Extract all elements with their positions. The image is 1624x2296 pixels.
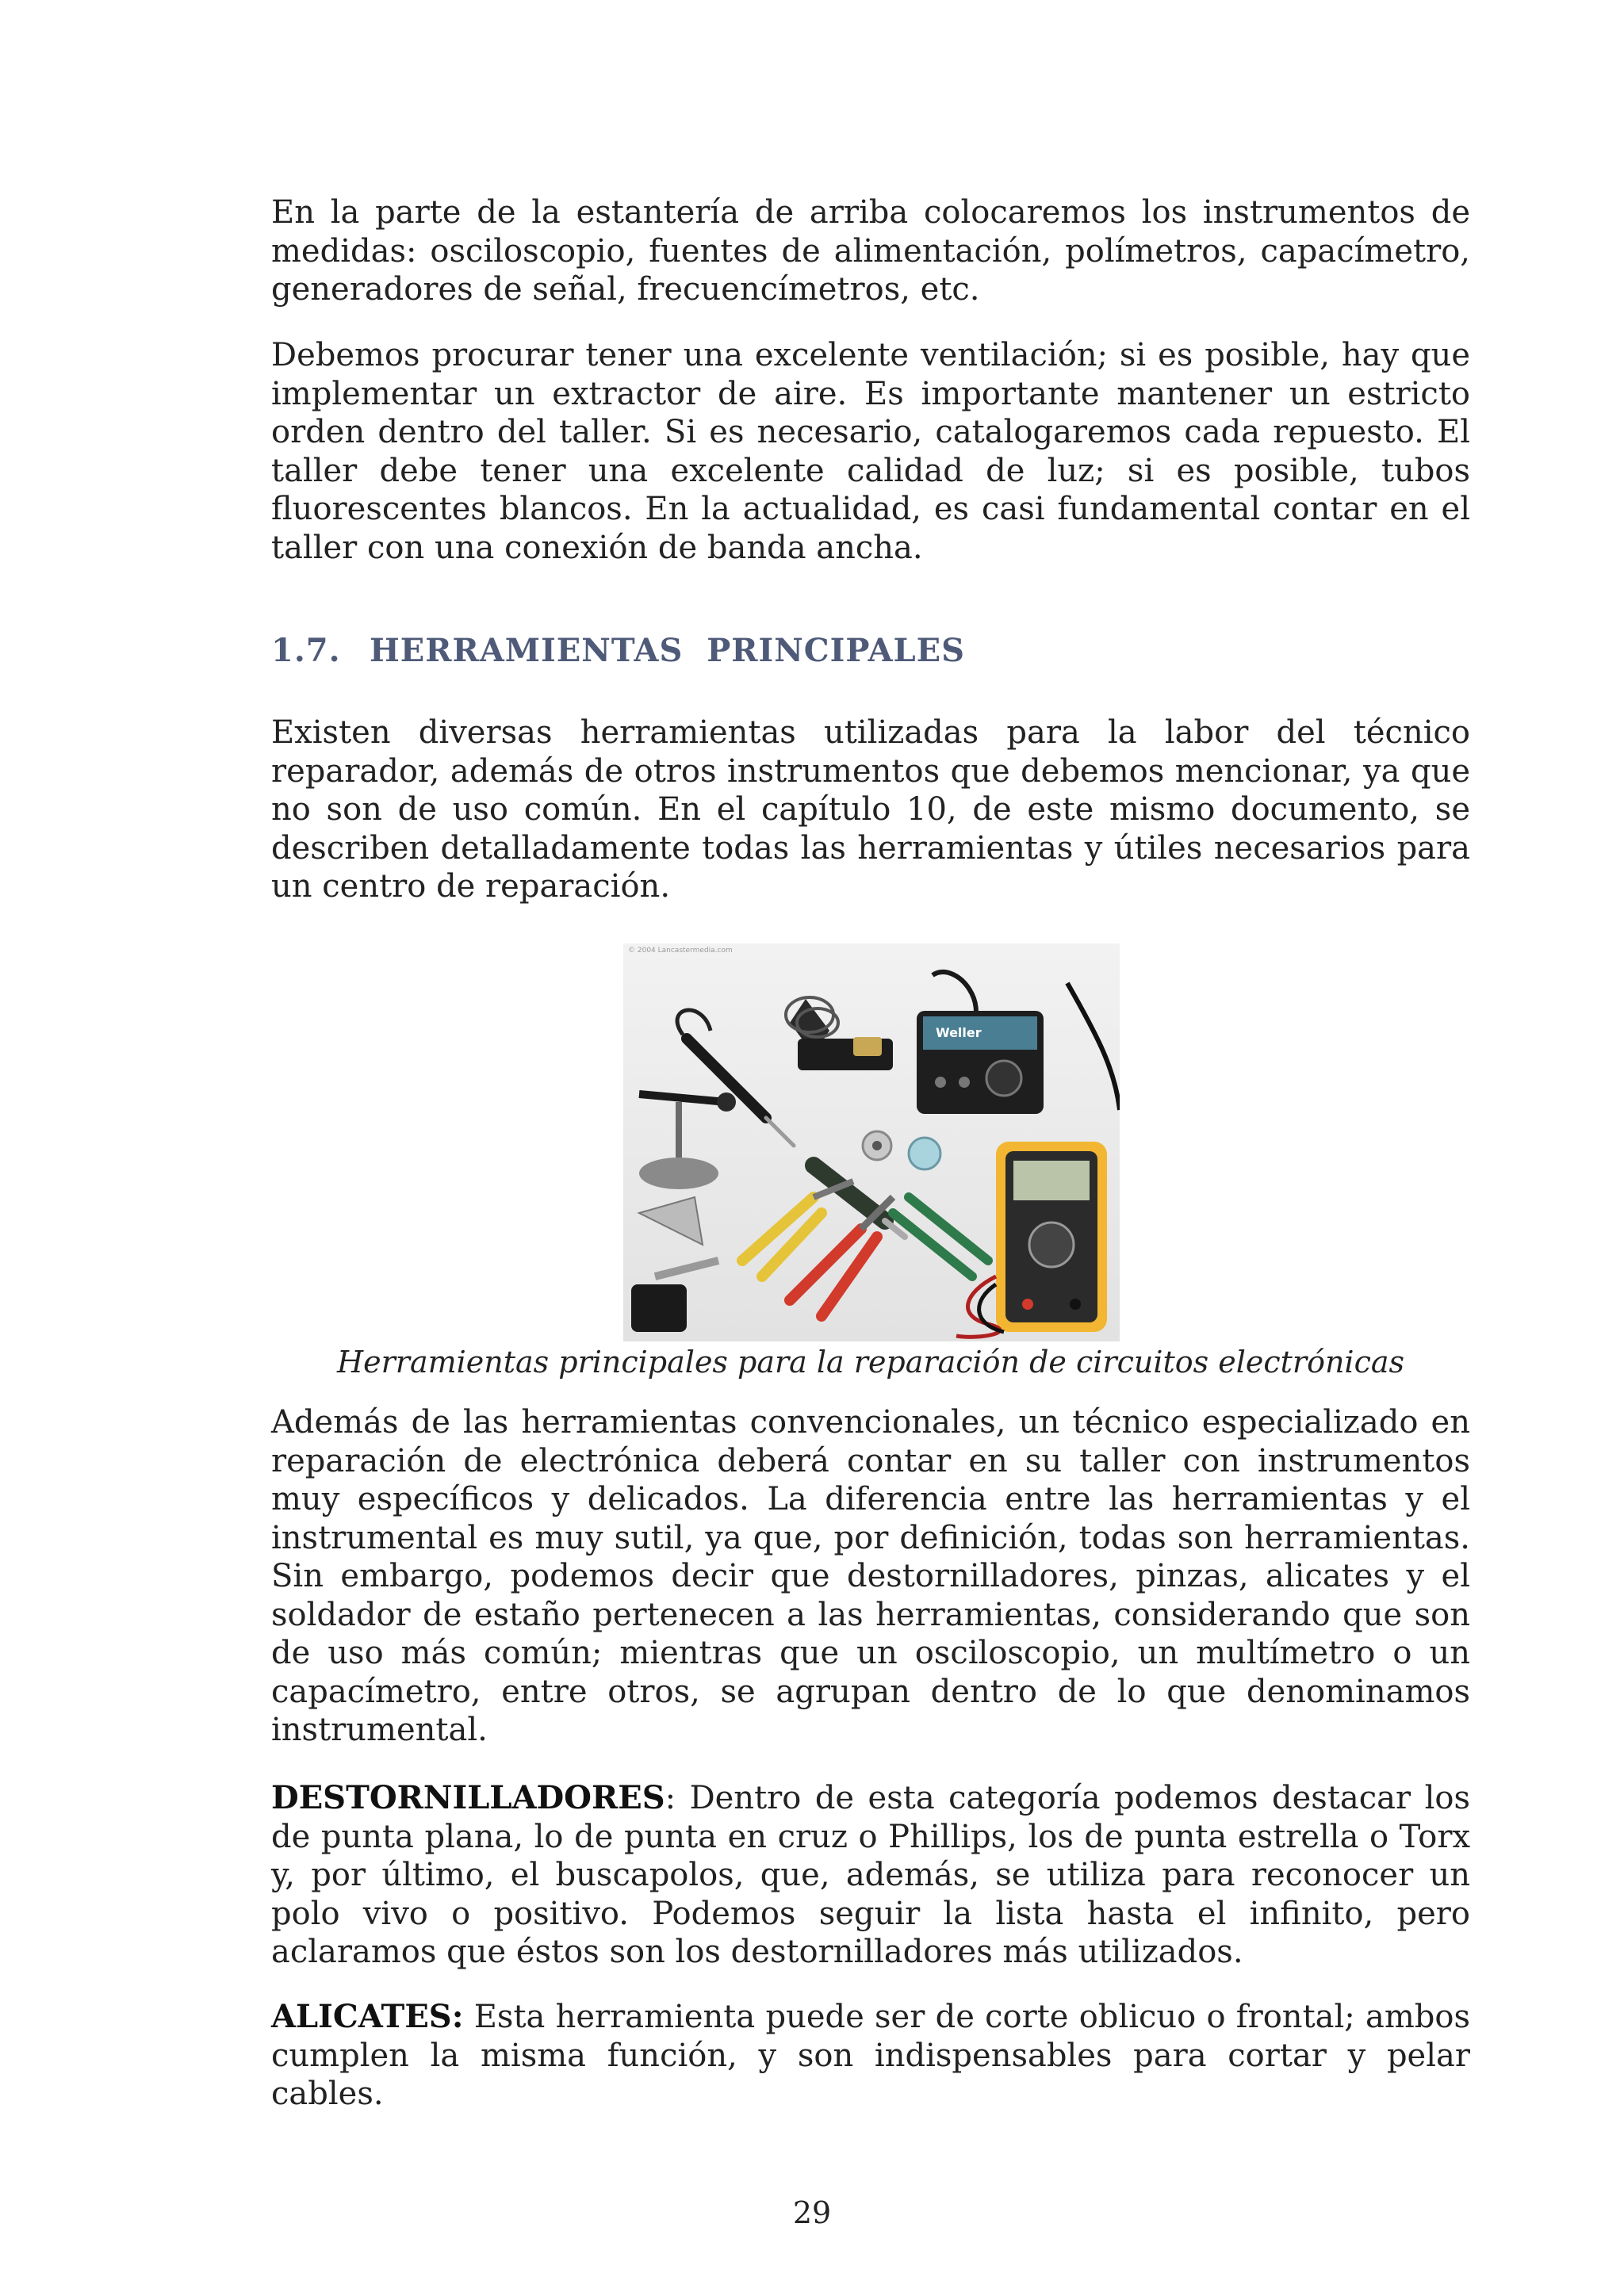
paragraph-instrumental: Además de las herramientas convencionales, un técnico especializado en reparación de electrónica deberá contar en su taller con instrumentos muy específicos y delicados. La diferencia entre las herramientas y el instrumental es muy sutil, ya que, por definición, todas son herramientas. Sin embargo, podemos decir que destornilladores, pinzas, alicates y el soldador de estaño pertenecen a las herramientas, considerando que son de uso más común; mientras que un osciloscopio, un multímetro o un capacímetro, entre otros, se agrupan dentro de lo que denominamos instrumental. <box>271 1404 1470 1748</box>
term-screwdrivers: DESTORNILLADORES <box>271 1779 665 1816</box>
figure-caption: Herramientas principales para la reparación de circuitos electrónicas <box>336 1345 1405 1380</box>
tools-illustration <box>623 943 1120 1341</box>
text-column <box>271 1403 1470 1750</box>
text-column <box>271 714 1470 906</box>
brand-label: Weller <box>936 1025 982 1040</box>
text-column <box>271 336 1470 567</box>
paragraph-workshop-conditions: Debemos procurar tener una excelente ventilación; si es posible, hay que implementar un extractor de aire. Es importante mantener un estricto orden dentro del taller. Si es necesario, catalogaremos cada repuesto. El taller debe tener una excelente calidad de luz; si es posible, tubos fluorescentes blancos. En la actualidad, es casi fundamental contar en el taller con una conexión de banda ancha. <box>271 337 1470 566</box>
section-heading <box>271 632 1470 669</box>
page-number: 29 <box>792 2195 832 2230</box>
paragraph-tools-intro: Existen diversas herramientas utilizadas para la labor del técnico reparador, además de otros instrumentos que debemos mencionar, ya que no son de uso común. En el capítulo 10, de este mismo documento, se describen detalladamente todas las herramientas y útiles necesarios para un centro de reparación. <box>271 714 1470 905</box>
paragraph-shelf-instruments: En la parte de la estantería de arriba colocaremos los instrumentos de medidas: osciloscopio, fuentes de alimentación, polímetros, capacímetro, generadores de señal, frecuencímetros, etc. <box>271 194 1470 308</box>
text-column <box>271 1779 1470 1972</box>
definition-pliers: Esta herramienta puede ser de corte oblicuo o frontal; ambos cumplen la misma función, y son indispensables para cortar y pelar cables. <box>271 1999 1480 2112</box>
solder-station-icon <box>917 1011 1044 1114</box>
term-pliers: ALICATES: <box>271 1998 464 2035</box>
section-title: HERRAMIENTAS PRINCIPALES <box>370 632 966 669</box>
text-column <box>271 193 1470 309</box>
section-number: 1.7. <box>271 632 341 669</box>
definition-screwdrivers: : Dentro de esta categoría podemos destacar los de punta plana, lo de punta en cruz o Phillips, los de punta estrella o Torx y, por último, el buscapolos, que, además, se utiliza para reconocer un polo vivo o positivo. Podemos seguir la lista hasta el infinito, pero aclaramos que éstos son los destornilladores más utilizados. <box>271 1780 1470 1970</box>
text-column <box>271 1998 1480 2114</box>
paragraph-pliers <box>271 1998 1480 2114</box>
tools-photo <box>623 943 1120 1341</box>
photo-copyright: © 2004 Lancastermedia.com <box>628 947 733 955</box>
paragraph-screwdrivers <box>271 1779 1470 1972</box>
multimeter-icon <box>996 1142 1107 1332</box>
